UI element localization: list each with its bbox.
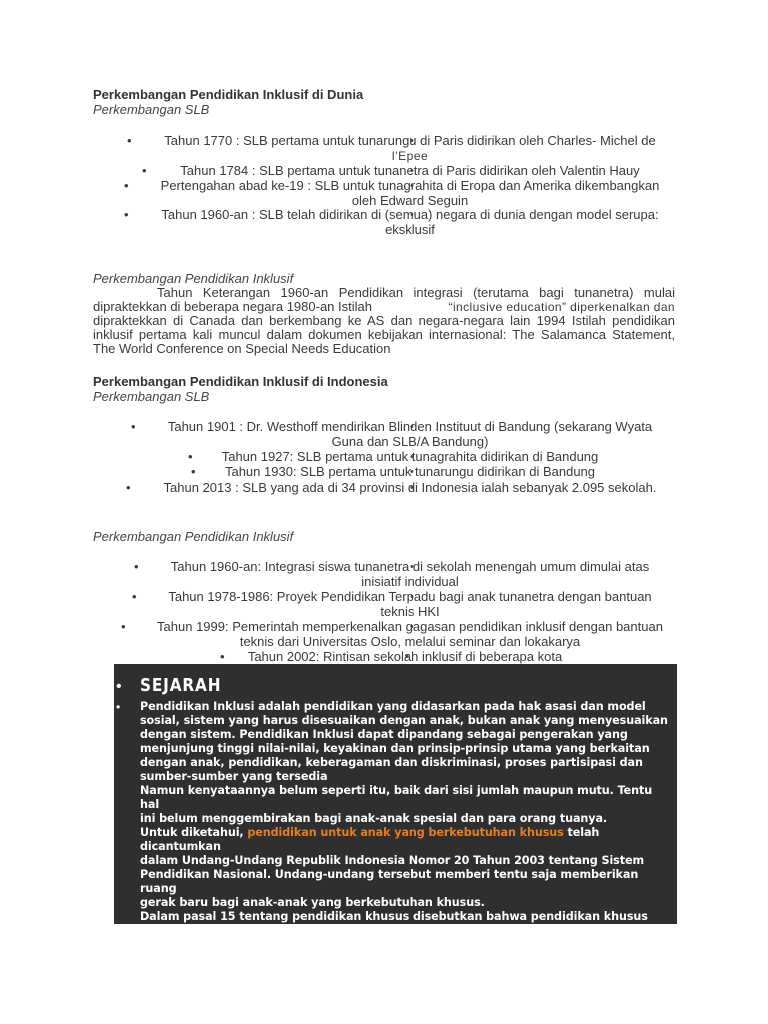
bullet-icon: • • [124,178,129,193]
list-item-line: Tahun 1930: SLB pertama untuk tunarungu didirikan di Bandung [224,464,596,479]
list-item [142,163,670,179]
list-item-line: Tahun 1960-an : SLB telah didirikan di (semua) negara di dunia dengan model serupa: [161,207,659,222]
list-slb-world [127,133,680,163]
list-slb-indonesia-3 [191,464,620,480]
bullet-icon: • • [124,207,129,222]
sejarah-segment: Untuk diketahui, [140,826,248,839]
sejarah-highlight-link[interactable]: pendidikan untuk anak yang berkebutuhan khusus [247,826,564,839]
section-subheading-slb-world: Perkembangan SLB [93,102,210,117]
sejarah-segment: telah dicantumkan [140,826,600,853]
paragraph-line: dipraktekkan di Canada dan berkembang ke AS dan negara-negara lain 1994 Istilah pendidikan [93,313,675,328]
section-subheading-inclusive-indonesia: Perkembangan Pendidikan Inklusif [93,529,294,544]
list-item [124,178,680,208]
list-item [188,449,620,465]
section-subheading-slb-indonesia: Perkembangan SLB [93,389,210,404]
sejarah-line: Dalam pasal 15 tentang pendidikan khusus disebutkan bahwa pendidikan khusus [140,910,648,923]
sejarah-line: Pendidikan Nasional. Undang-undang tersebut memberi tentu saja memberikan ruang [140,868,639,895]
sejarah-line: Pendidikan Inklusi adalah pendidikan yang didasarkan pada hak asasi dan model [140,700,646,713]
list-item-line: inisiatif individual [361,573,459,589]
list-item [132,589,675,619]
list-item-line: l’Epee [391,148,429,163]
list-item-line: teknis HKI [380,603,440,619]
list-item [126,480,680,496]
bullet-icon: • • [131,419,136,434]
bullet-icon: • • [127,133,132,148]
paragraph-inclusive-history [93,286,675,356]
list-item-line: Tahun 2013 : SLB yang ada di 34 provinsi di Indonesia ialah sebanyak 2.095 sekolah. [163,480,657,495]
list-item-line: Tahun 1999: Pemerintah memperkenalkan gagasan pendidikan inklusif dengan bantuan [157,619,663,634]
bullet-icon: • • [191,464,196,479]
bullet-icon: • • [188,449,193,464]
list-item-line: teknis dari Universitas Oslo, melalui seminar dan lokakarya [239,633,581,649]
list-item-line: Pertengahan abad ke-19 : SLB untuk tunagrahita di Eropa dan Amerika dikembangkan [160,178,660,193]
paragraph-line: The World Conference on Special Needs Education [93,341,391,356]
sejarah-line: memiliki kecerdasan luar biasa yang diselenggarakan secara inklusif atau berupa [140,952,649,965]
paragraph-line [93,300,675,314]
section-subheading-inclusive-world: Perkembangan Pendidikan Inklusif [93,271,294,286]
bullet-icon: • [116,700,121,714]
sejarah-line: merupakan pendidikan untuk peserta didik yang berkelainan atau peserta didik yang [140,924,639,951]
sejarah-line: sosial, sistem yang harus disesuaikan dengan anak, bukan anak yang menyesuaikan [140,714,668,727]
list-item [121,619,685,649]
list-inclusive-indonesia [134,559,675,589]
section-heading-indonesia: Perkembangan Pendidikan Inklusif di Indonesia [93,374,388,389]
list-item-line: oleh Edward Seguin [351,192,469,208]
sejarah-line: menjunjung tinggi nilai-nilai, keyakinan dan prinsip-prinsip utama yang berkaitan [140,742,650,755]
list-slb-world-3 [124,178,680,208]
bullet-icon: • • [132,589,137,604]
paragraph-line: Tahun Keterangan 1960-an Pendidikan integrasi (terutama bagi tunanetra) mulai [157,285,675,300]
list-slb-indonesia [131,419,675,449]
sejarah-line: gerak baru bagi anak-anak yang berkebutuhan khusus. [140,896,485,909]
bullet-icon: • • [142,163,147,178]
sejarah-line: ini belum menggembirakan bagi anak-anak spesial dan para orang tuanya. [140,812,608,825]
list-item-line: Tahun 1960-an: Integrasi siswa tunanetra di sekolah menengah umum dimulai atas [170,559,650,574]
list-item-line: Tahun 1978-1986: Proyek Pendidikan Terpadu bagi anak tunanetra dengan bantuan [168,589,652,604]
list-item-line: Tahun 1784 : SLB pertama untuk tunanetra di Paris didirikan oleh Valentin Hauy [180,163,640,178]
sejarah-body [140,700,672,994]
bullet-icon: • • [134,559,139,574]
list-item-line: Guna dan SLB/A Bandung) [331,433,489,449]
list-item-line: Tahun 1927: SLB pertama untuk tunagrahita didirikan di Bandung [221,449,599,464]
list-inclusive-indonesia-4 [220,649,575,665]
sejarah-title: SEJARAH [140,675,222,696]
bullet-icon: • • [126,480,131,495]
list-slb-world-4 [124,207,680,237]
paragraph-line: inklusif pertama kali muncul dalam dokumen kebijakan internasional: The Salamanca Statement, [93,327,675,342]
bullet-icon: • • [121,619,126,634]
list-slb-indonesia-2 [188,449,620,465]
bullet-icon: • [116,678,122,695]
list-slb-indonesia-4 [126,480,680,496]
list-item [124,207,680,237]
list-inclusive-indonesia-3 [121,619,685,649]
list-item [127,133,680,163]
list-item [191,464,620,480]
sejarah-line: dengan sistem. Pendidikan Inklusi dapat dipandang sebagai pengerakan yang [140,728,628,741]
list-item [134,559,675,589]
paragraph-segment: “inclusive education” diperkenalkan dan [448,300,675,314]
bullet-icon: • • [220,649,225,664]
section-heading-world: Perkembangan Pendidikan Inklusif di Dunia [93,87,364,102]
sejarah-line: dengan anak, pendidikan, keberagaman dan diskriminasi, proses partisipasi dan [140,756,643,769]
sejarah-line: sumber-sumber yang tersedia [140,770,328,783]
sejarah-line: satuan pendidikan khusus pada tingkat pendidikan dasar dan menengah. Pasal inilah [140,966,636,993]
list-item-line: Tahun 2002: Rintisan sekolah inklusif di beberapa kota [247,649,563,664]
sejarah-line: Namun kenyataannya belum seperti itu, baik dari sisi jumlah maupun mutu. Tentu hal [140,784,653,811]
list-inclusive-indonesia-2 [132,589,675,619]
sejarah-line: dalam Undang-Undang Republik Indonesia Nomor 20 Tahun 2003 tentang Sistem [140,854,645,867]
list-item-line: Tahun 1901 : Dr. Westhoff mendirikan Blinden Instituut di Bandung (sekarang Wyata [167,419,653,434]
sejarah-line [140,826,672,854]
list-item-line: Tahun 1770 : SLB pertama untuk tunarungu di Paris didirikan oleh Charles- Michel de [164,133,656,148]
list-slb-world-2 [142,163,670,179]
list-item [131,419,675,449]
list-item [220,649,575,665]
paragraph-segment: dipraktekkan di beberapa negara 1980-an Istilah [93,299,372,314]
list-item-line: eksklusif [385,221,435,237]
